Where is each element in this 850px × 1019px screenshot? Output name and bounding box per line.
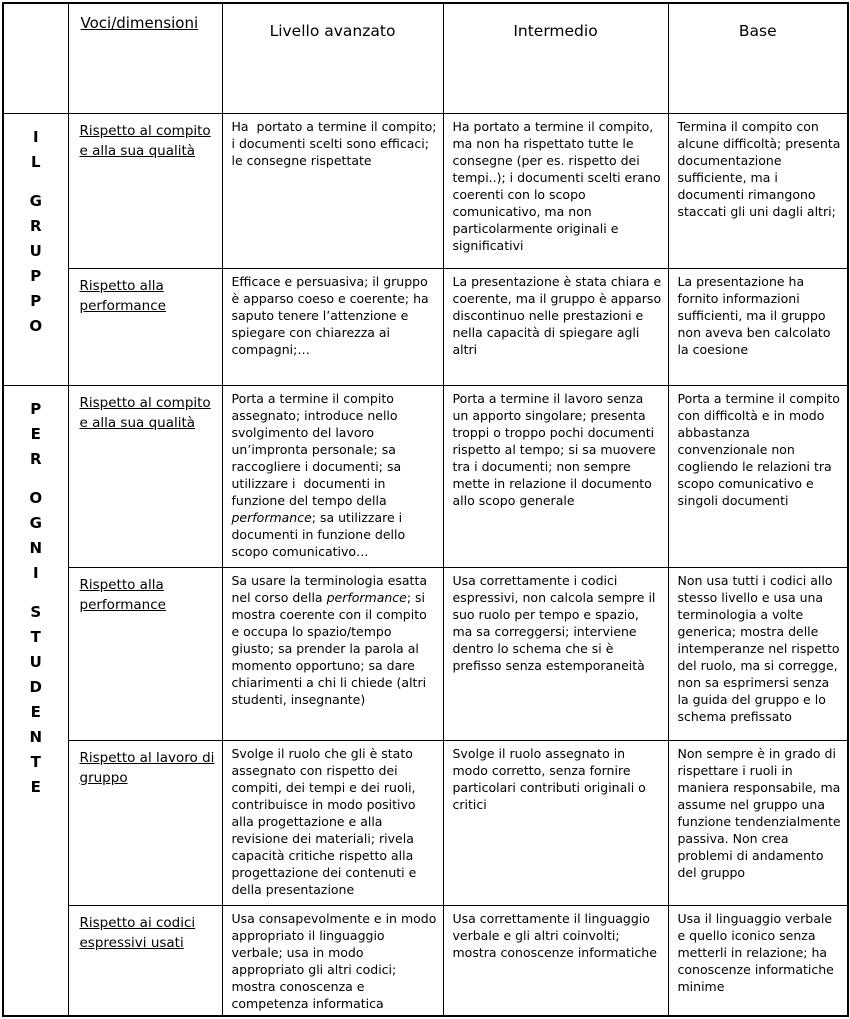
dimension-label: Rispetto ai codici espressivi usati: [79, 914, 196, 951]
descriptor-base: Non sempre è in grado di rispettare i ruoli in maniera responsabile, ma assume nel gruppo una funzione tendenzialmente passiva. Non crea problemi di andamento del gruppo: [668, 740, 848, 905]
descriptor-intermedio: La presentazione è stata chiara e coerente, ma il gruppo è apparso discontinuo nelle prestazioni e nella capacità di spiegare agli altri: [443, 268, 668, 385]
table-row: [3, 385, 848, 567]
descriptor-base: La presentazione ha fornito informazioni sufficienti, ma il gruppo non aveva ben calcolato la coesione: [668, 268, 848, 385]
table-row: [3, 740, 848, 905]
descriptor-intermedio: Ha portato a termine il compito, ma non ha rispettato tutte le consegne (per es. rispetto dei tempi..); i documenti scelti erano coerenti con lo scopo comunicativo, ma non particolarmente originali e significativi: [443, 113, 668, 268]
dimensions-header-label: Voci/dimensioni: [80, 14, 199, 32]
descriptor-base: Termina il compito con alcune difficoltà; presenta documentazione sufficiente, ma i documenti rimangono staccati gli uni dagli altri;: [668, 113, 848, 268]
rubric-table: [2, 2, 849, 1017]
dimension-cell: [68, 268, 222, 385]
group-label-il-gruppo: I L G R U P P O: [3, 113, 68, 385]
dimensions-header-cell: [68, 3, 222, 113]
dimension-label: Rispetto al compito e alla sua qualità: [79, 394, 211, 431]
level-header-intermedio: Intermedio: [443, 3, 668, 113]
table-row: [3, 268, 848, 385]
header-row: [3, 3, 848, 113]
descriptor-base: Usa il linguaggio verbale e quello iconico senza metterli in relazione; ha conoscenze informatiche minime: [668, 905, 848, 1016]
descriptor-avanzato: Sa usare la terminologia esatta nel corso della performance; si mostra coerente con il compito e occupa lo spazio/tempo giusto; sa prender la parola al momento opportuno; sa dare chiarimenti a chi li chiede (altri studenti, insegnante): [222, 567, 443, 740]
descriptor-intermedio: Svolge il ruolo assegnato in modo corretto, senza fornire particolari contributi originali o critici: [443, 740, 668, 905]
dimension-label: Rispetto al compito e alla sua qualità: [79, 122, 211, 159]
level-header-base: Base: [668, 3, 848, 113]
dimension-label: Rispetto alla performance: [79, 576, 166, 613]
table-row: [3, 905, 848, 1016]
descriptor-avanzato: Usa consapevolmente e in modo appropriato il linguaggio verbale; usa in modo appropriato gli altri codici; mostra conoscenza e competenza informatica: [222, 905, 443, 1016]
descriptor-intermedio: Usa correttamente il linguaggio verbale e gli altri coinvolti; mostra conoscenze informatiche: [443, 905, 668, 1016]
descriptor-avanzato: Svolge il ruolo che gli è stato assegnato con rispetto dei compiti, dei tempi e dei ruoli, contribuisce in modo positivo alla progettazione e alla revisione dei materiali; rivela capacità critiche rispetto alla progettazione dei contenuti e della presentazione: [222, 740, 443, 905]
dimension-cell: [68, 740, 222, 905]
dimension-cell: [68, 385, 222, 567]
dimension-label: Rispetto alla performance: [79, 277, 166, 314]
corner-cell: [3, 3, 68, 113]
descriptor-base: Porta a termine il compito con difficoltà e in modo abbastanza convenzionale non cogliendo le relazioni tra scopo comunicativo e singoli documenti: [668, 385, 848, 567]
table-row: [3, 113, 848, 268]
dimension-label: Rispetto al lavoro di gruppo: [79, 749, 215, 786]
descriptor-base: Non usa tutti i codici allo stesso livello e usa una terminologia a volte generica; mostra delle intemperanze nel rispetto del ruolo, ma si corregge, non sa esprimersi senza la guida del gruppo e lo schema prefissato: [668, 567, 848, 740]
descriptor-intermedio: Porta a termine il lavoro senza un apporto singolare; presenta troppi o troppo pochi documenti rispetto al tempo; si sa muovere tra i documenti; non sempre mette in relazione il documento allo scopo generale: [443, 385, 668, 567]
table-row: [3, 567, 848, 740]
descriptor-avanzato: Efficace e persuasiva; il gruppo è apparso coeso e coerente; ha saputo tenere l’attenzione e spiegare con chiarezza ai compagni;…: [222, 268, 443, 385]
group-label-per-ogni-studente: P E R O G N I S T U D E N T E: [3, 385, 68, 1016]
dimension-cell: [68, 567, 222, 740]
dimension-cell: [68, 113, 222, 268]
dimension-cell: [68, 905, 222, 1016]
descriptor-avanzato: Ha portato a termine il compito; i documenti scelti sono efficaci; le consegne rispettate: [222, 113, 443, 268]
descriptor-intermedio: Usa correttamente i codici espressivi, non calcola sempre il suo ruolo per tempo e spazio, ma sa correggersi; interviene dentro lo schema che si è prefisso senza estemporaneità: [443, 567, 668, 740]
descriptor-avanzato: Porta a termine il compito assegnato; introduce nello svolgimento del lavoro un’impronta personale; sa raccogliere i documenti; sa utilizzare i documenti in funzione del tempo della performance; sa utilizzare i documenti in funzione dello scopo comunicativo…: [222, 385, 443, 567]
level-header-avanzato: Livello avanzato: [222, 3, 443, 113]
